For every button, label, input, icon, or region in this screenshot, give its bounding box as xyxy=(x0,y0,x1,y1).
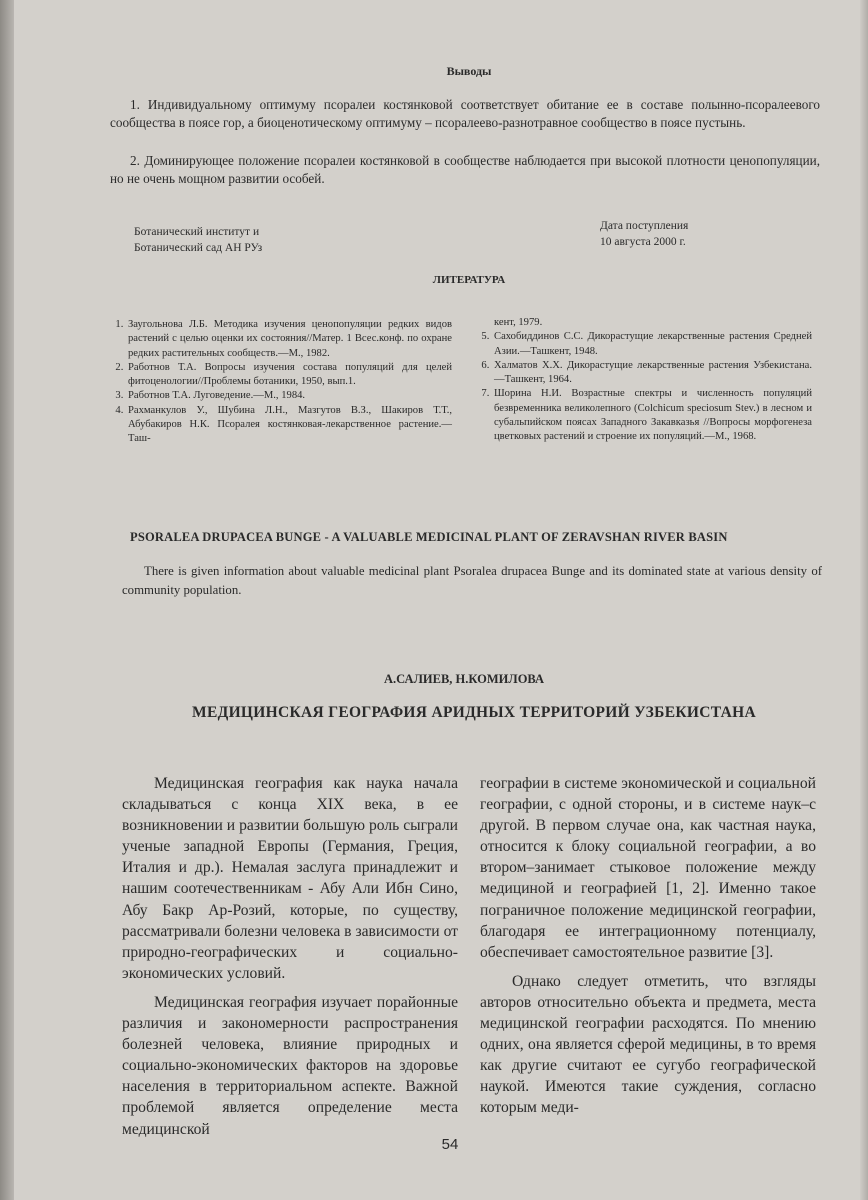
article-left-column xyxy=(122,773,458,1148)
reference-item: 4. Рахманкулов У., Шубина Л.Н., Мазгутов В.З., Шакиров Т.Т., Абубакиров Н.К. Псоралея костянковая-лекарственное растение.— Таш- xyxy=(126,404,452,447)
document-page xyxy=(14,0,860,1200)
conclusion-paragraph-1: 1. Индивидуальному оптимуму псоралеи костянковой соответствует обитание ее в составе полынно-псоралеевого сообщества в поясе гор, а биоценотическому оптимуму – псоралеево-разнотравное сообщество в поясе пустынь. xyxy=(110,97,820,130)
body-paragraph: Медицинская география как наука начала складываться с конца XIX века, в ее возникновении и развитии большую роль сыграли ученые западной Европы (Германия, Греция, Италия и др.). Немалая заслуга принадлежит и нашим соотечественникам - Абу Али Ибн Сино, Абу Бакр Ар-Розий, которые, по существу, рассматривали болезни человека в зависимости от природно-географических и социально-экономических условий. xyxy=(122,775,458,982)
body-paragraph: Медицинская география изучает порайонные различия и закономерности распространения болезней человека, влияние природных и социально-экономических факторов на здоровье населения в территориальном аспекте. Важной проблемой является определение места медицинской xyxy=(122,993,458,1138)
reference-item: 7. Шорина Н.И. Возрастные спектры и численность популяций безвременника великолепного (Colchicum speciosum Stev.) в лесном и субальпийском поясах Западного Закавказья //Вопросы морфогенеза цветковых растений и строение их популяций.—М., 1968. xyxy=(492,387,812,444)
article-title: МЕДИЦИНСКАЯ ГЕОГРАФИЯ АРИДНЫХ ТЕРРИТОРИЙ УЗБЕКИСТАНА xyxy=(192,704,756,721)
literature-heading: ЛИТЕРАТУРА xyxy=(432,274,506,286)
reference-item: 2. Работнов Т.А. Вопросы изучения состава популяций для целей фитоценологии//Проблемы ботаники, 1950, вып.1. xyxy=(126,361,452,390)
conclusion-paragraph-2: 2. Доминирующее положение псоралеи костянковой в сообществе наблюдается при высокой плотности ценопопуляции, но не очень мощном развитии особей. xyxy=(110,153,820,186)
english-summary-abstract: There is given information about valuable medicinal plant Psoralea drupacea Bunge and its dominated state at various density of community population. xyxy=(122,564,822,597)
reference-item: 3. Работнов Т.А. Луговедение.—М., 1984. xyxy=(126,389,452,403)
received-date: 10 августа 2000 г. xyxy=(600,236,686,248)
received-date-block xyxy=(600,218,800,250)
references-left-column xyxy=(110,318,452,447)
article-right-column xyxy=(480,773,816,1127)
affiliation-line: Ботанический институт и xyxy=(134,226,260,238)
page-edge xyxy=(860,0,868,1200)
page-number: 54 xyxy=(441,1136,459,1153)
body-paragraph: географии в системе экономической и социальной географии, с одной стороны, и в системе наук–с другой. В первом случае она, как частная наука, относится к блоку социальной географии, а во втором–занимает стыковое положение между медициной и географией [1, 2]. Именно такое пограничное положение медицинской географии, благодаря ее интеграционному потенциалу, обеспечивает самостоятельное развитие [3]. xyxy=(480,775,816,961)
body-paragraph: Однако следует отметить, что взгляды авторов относительно объекта и предмета, места медицинской географии расходятся. По мнению одних, она является сферой медицины, в то время как другие считают ее сугубо географической наукой. Имеются такие суждения, согласно которым меди- xyxy=(480,972,816,1117)
article-authors: А.САЛИЕВ, Н.КОМИЛОВА xyxy=(383,672,544,686)
received-label: Дата поступления xyxy=(600,220,689,232)
reference-item: 5. Сахобиддинов С.С. Дикорастущие лекарственные растения Средней Азии.—Ташкент, 1948. xyxy=(492,330,812,359)
references-right-column xyxy=(476,316,812,445)
english-summary-title: PSORALEA DRUPACEA BUNGE - A VALUABLE MEDICINAL PLANT OF ZERAVSHAN RIVER BASIN xyxy=(130,530,728,544)
book-gutter xyxy=(0,0,14,1200)
reference-item: 6. Халматов Х.Х. Дикорастущие лекарственные растения Узбекистана.—Ташкент, 1964. xyxy=(492,359,812,388)
affiliation-block xyxy=(134,224,394,256)
conclusions-heading: Выводы xyxy=(446,64,492,78)
affiliation-line: Ботанический сад АН РУз xyxy=(134,242,263,254)
reference-continuation: кент, 1979. xyxy=(494,317,543,328)
reference-item: 1. Заугольнова Л.Б. Методика изучения ценопопуляции редких видов растений с целью оценки их состояния//Матер. 1 Всес.конф. по охране редких растительных сообществ.—М., 1982. xyxy=(126,318,452,361)
